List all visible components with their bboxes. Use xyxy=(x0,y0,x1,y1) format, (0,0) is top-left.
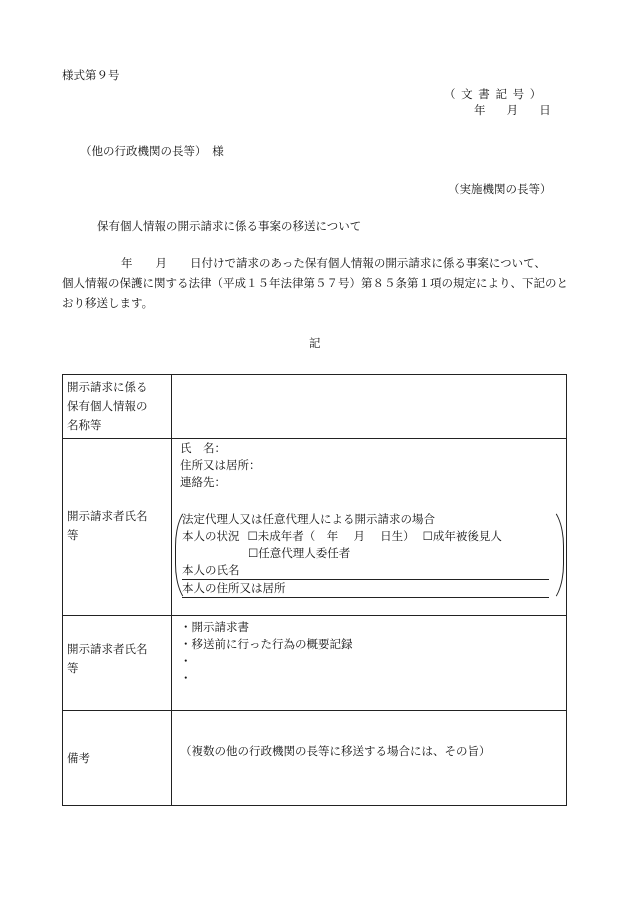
body-line-3: おり移送します。 xyxy=(62,296,154,310)
row1-label-line: 名称等 xyxy=(67,418,102,432)
requester-contact: 連絡先： xyxy=(180,475,226,489)
row1-label xyxy=(63,375,172,439)
row3-label-line: 等 xyxy=(67,661,79,675)
row2-label xyxy=(63,439,172,616)
principal-name: 本人の氏名 xyxy=(182,562,549,580)
document-number: （ 文 書 記 号 ） xyxy=(444,87,543,101)
row1-label-line: 開示請求に係る xyxy=(67,380,148,394)
row1-value xyxy=(172,375,567,439)
sender: （実施機関の長等） xyxy=(448,182,552,196)
row1-label-line: 保有個人情報の xyxy=(67,399,148,413)
row3-label xyxy=(63,616,172,711)
agent-principal-checkbox: ☐任意代理人委任者 xyxy=(248,546,351,560)
list-item: ・移送前に行った行為の概要記録 xyxy=(180,637,353,651)
minor-checkbox: ☐未成年者（ 年 月 日生） xyxy=(247,529,415,543)
row3-label-line: 開示請求者氏名 xyxy=(67,642,148,656)
row2-label-line: 等 xyxy=(67,527,79,542)
row2-label-line: 開示請求者氏名 xyxy=(67,508,148,523)
requester-address: 住所又は居所： xyxy=(180,458,261,472)
agent-title: 法定代理人又は任意代理人による開示請求の場合 xyxy=(182,512,435,526)
row4-value: （複数の他の行政機関の長等に移送する場合には、その旨） xyxy=(172,711,567,806)
list-item: ・ xyxy=(180,654,192,668)
status-label: 本人の状況 xyxy=(182,529,240,543)
row4-label: 備考 xyxy=(63,711,172,806)
principal-address: 本人の住所又は居所 xyxy=(182,580,549,598)
row3-value xyxy=(172,616,567,711)
adult-ward-checkbox: ☐成年被後見人 xyxy=(422,529,502,543)
row2-value xyxy=(172,439,567,616)
list-item: ・ xyxy=(180,671,192,685)
principal-status xyxy=(182,528,549,545)
transfer-table xyxy=(62,374,567,806)
table-row xyxy=(63,616,567,711)
body-line-2: 個人情報の保護に関する法律（平成１５年法律第５７号）第８５条第１項の規定により、下記のと xyxy=(62,276,568,290)
ki-heading: 記 xyxy=(309,336,321,350)
body-line-1: 年 月 日付けで請求のあった保有個人情報の開示請求に係る事案について、 xyxy=(121,256,546,270)
table-row xyxy=(63,439,567,616)
document-date: 年 月 日 xyxy=(474,103,551,117)
subject: 保有個人情報の開示請求に係る事案の移送について xyxy=(97,219,362,233)
requester-name: 氏 名： xyxy=(180,441,226,455)
agent-bracket xyxy=(175,506,564,604)
list-item: ・開示請求書 xyxy=(180,620,249,634)
addressee: （他の行政機関の長等） 様 xyxy=(80,144,224,158)
table-row xyxy=(63,711,567,806)
table-row xyxy=(63,375,567,439)
form-number: 様式第９号 xyxy=(62,68,120,82)
